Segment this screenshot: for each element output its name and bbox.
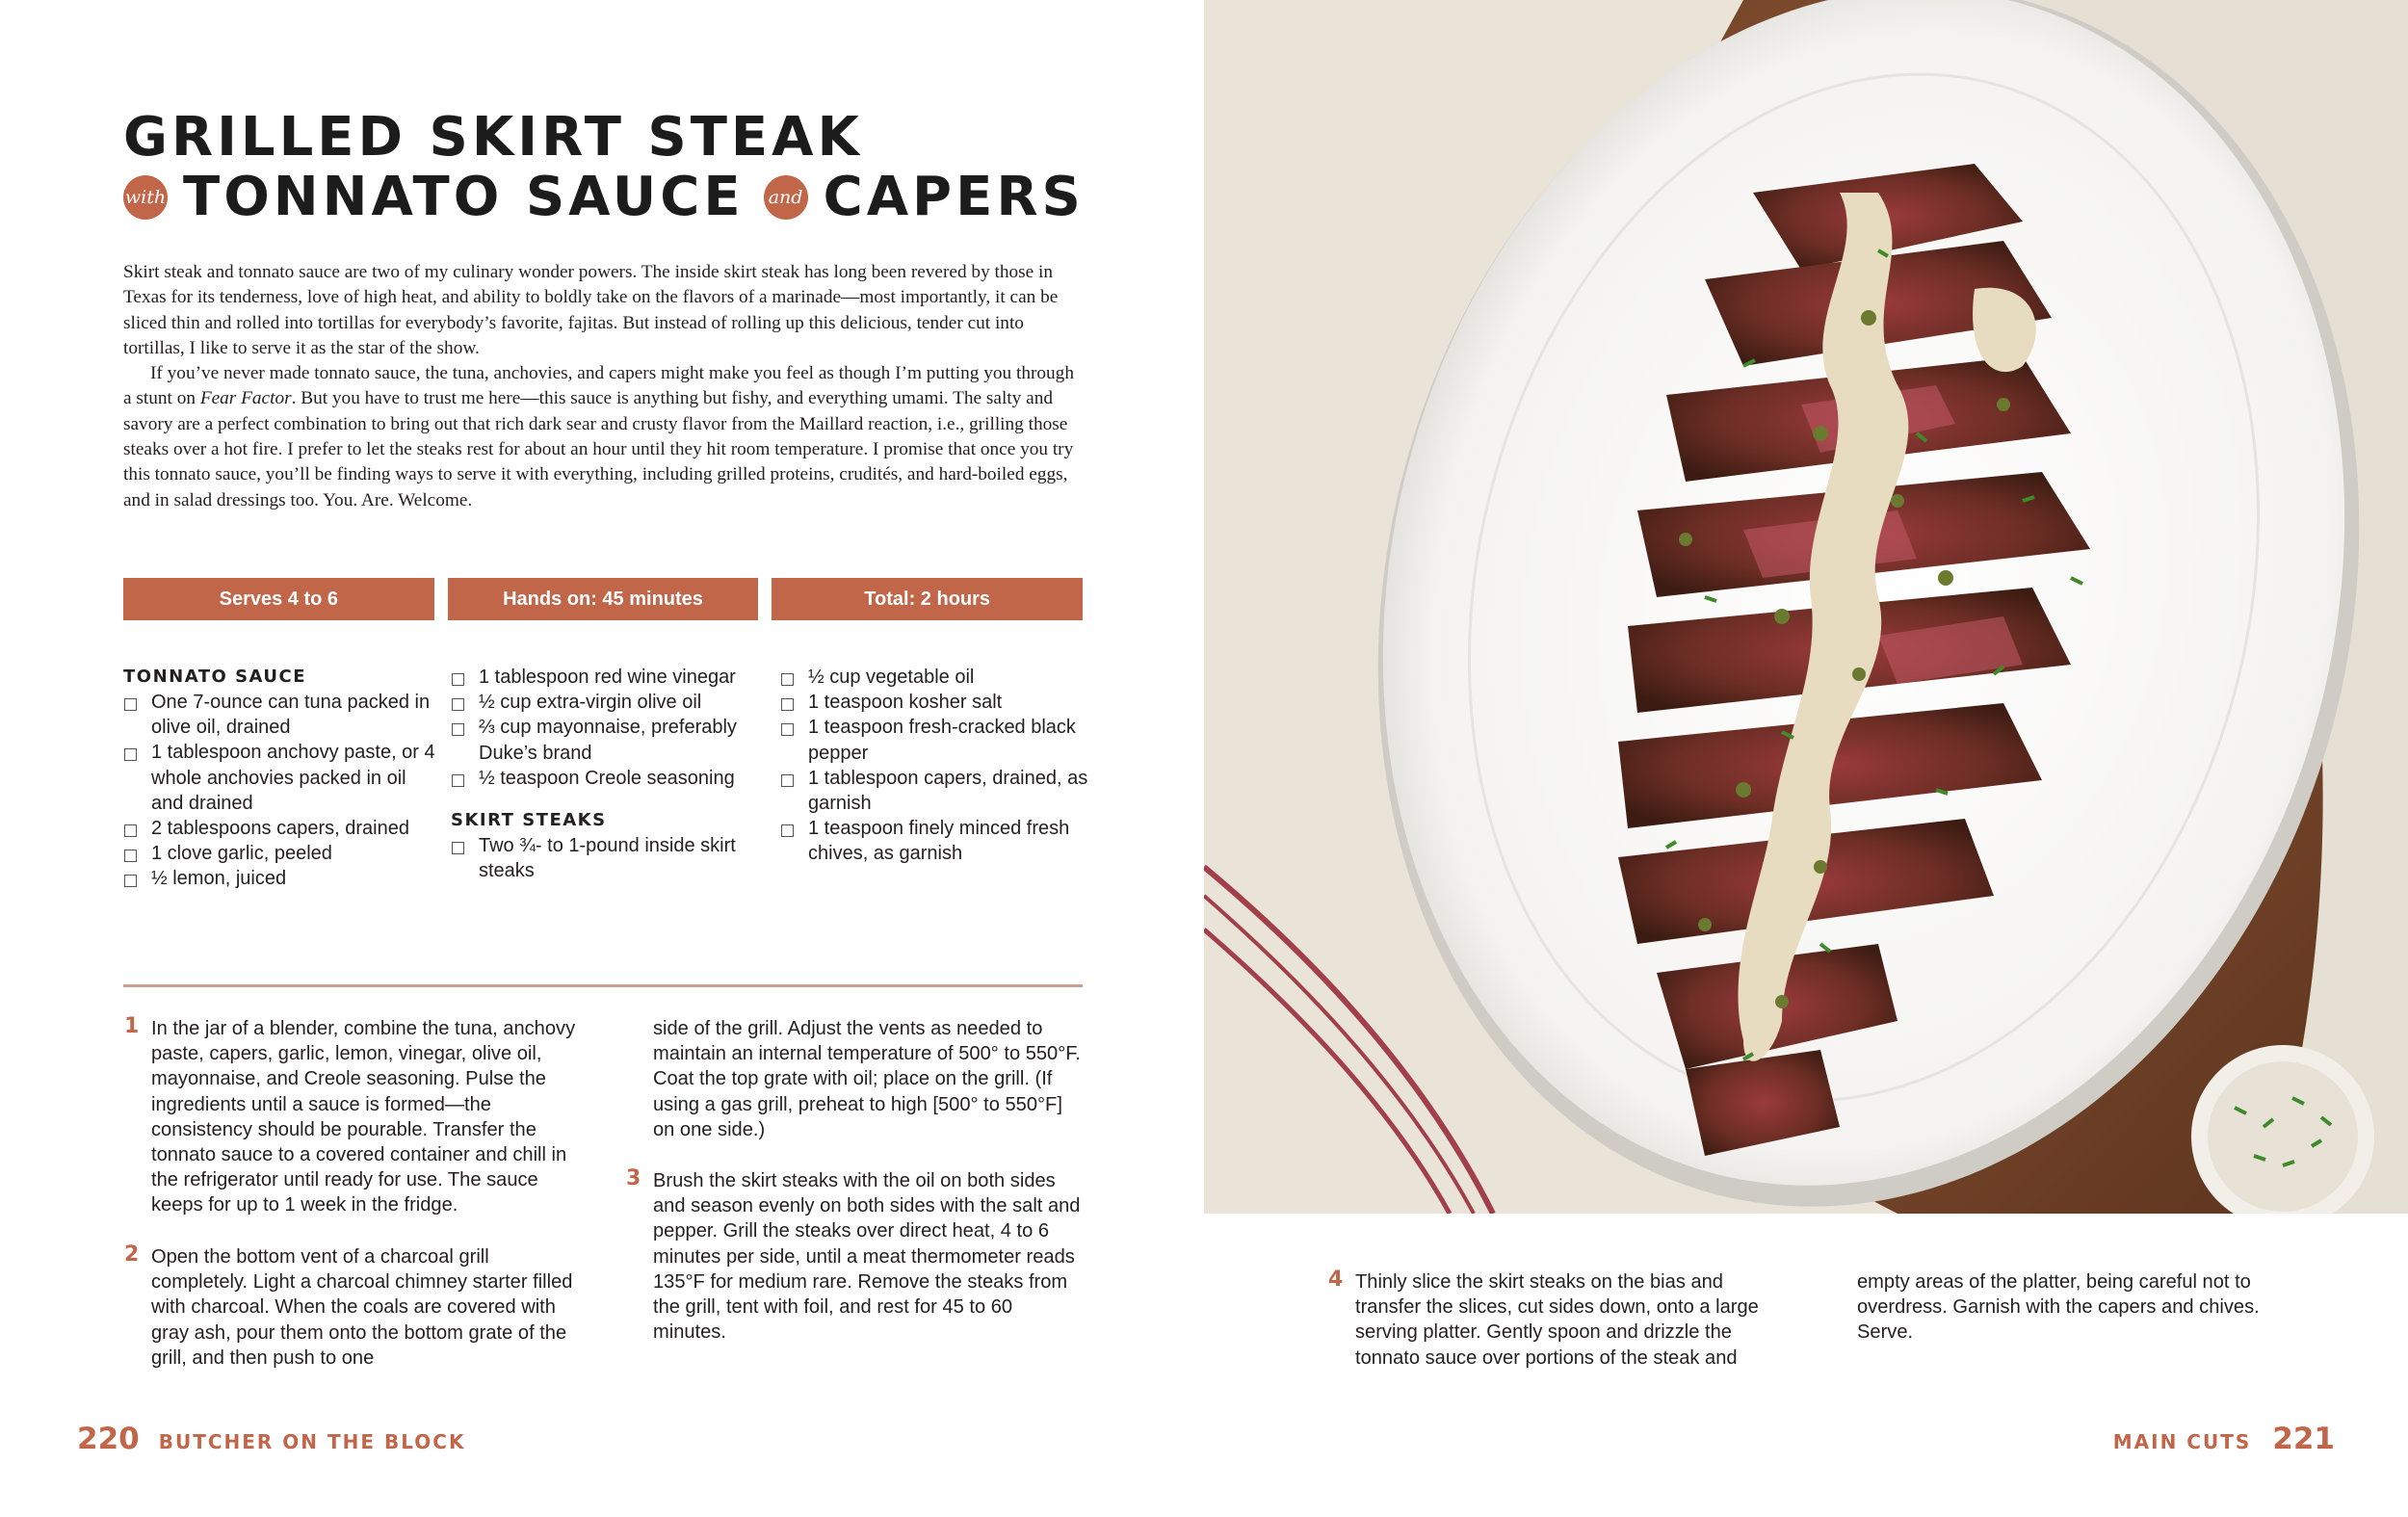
step-text: Thinly slice the skirt steaks on the bias and transfer the slices, cut sides down, onto a large serving platter. Gently spoon and drizzle the tonnato sauce over portions of the steak and bbox=[1355, 1271, 1759, 1369]
step-2-continued bbox=[653, 1016, 1086, 1142]
ingredient-item: ½ lemon, juiced bbox=[123, 866, 441, 891]
ingredient-item: Two ¾- to 1-pound inside skirt steaks bbox=[451, 833, 769, 883]
ingredients-column-3 bbox=[780, 665, 1098, 867]
section-divider bbox=[123, 984, 1083, 987]
step-2 bbox=[124, 1242, 585, 1371]
step-text: empty areas of the platter, being careful not to overdress. Garnish with the capers and chives. Serve. bbox=[1857, 1271, 2260, 1344]
title-part-tonnato: TONNATO SAUCE bbox=[183, 166, 745, 228]
servings-bar: Serves 4 to 6 bbox=[123, 578, 434, 620]
step-text: side of the grill. Adjust the vents as needed to maintain an internal temperature of 500° to 550°F. Coat the top grate with oil; place on the grill. (If using a gas grill, preheat to high [500° to 550°F] on one side.) bbox=[653, 1018, 1081, 1140]
show-title-italic: Fear Factor bbox=[199, 388, 292, 409]
intro-paragraph-2: If you’ve never made tonnato sauce, the tuna, anchovies, and capers might make you feel as though I’m putting you through a stunt on Fear Factor. But you have to trust me here—this sauce is anything but fishy, and everything umami. The salty and savory are a perfect combination to bring out that rich dark sear and crusty flavor from the Maillard reaction, i.e., grilling those steaks over a hot fire. I prefer to let the steaks rest for about an hour until they hit room temperature. I promise that once you try this tonnato sauce, you’ll be finding ways to serve it with everything, including grilled proteins, crudités, and hard-boiled eggs, and in salad dressings too. You. Are. Welcome. bbox=[123, 363, 1074, 510]
ingredient-item: 1 teaspoon finely minced fresh chives, as garnish bbox=[780, 816, 1098, 866]
section-running-head: MAIN CUTS bbox=[2112, 1430, 2252, 1453]
intro-text bbox=[123, 260, 1083, 513]
step-number: 3 bbox=[626, 1166, 641, 1190]
steak-platter-photo bbox=[1204, 0, 2408, 1214]
hands-on-time-bar: Hands on: 45 minutes bbox=[448, 578, 759, 620]
total-time-bar: Total: 2 hours bbox=[772, 578, 1083, 620]
ingredient-item: ½ cup vegetable oil bbox=[780, 665, 1098, 690]
ingredient-item: ⅔ cup mayonnaise, preferably Duke’s brand bbox=[451, 715, 769, 765]
ingredient-item: 1 teaspoon fresh-cracked black pepper bbox=[780, 715, 1098, 765]
title-line-2 bbox=[123, 168, 1086, 227]
ingredients-column-2 bbox=[451, 665, 769, 883]
ingredient-item: ½ teaspoon Creole seasoning bbox=[451, 766, 769, 791]
step-number: 4 bbox=[1328, 1268, 1344, 1292]
title-part-capers: CAPERS bbox=[823, 166, 1085, 228]
tonnato-sauce-heading: TONNATO SAUCE bbox=[123, 667, 307, 687]
ingredient-item: 1 clove garlic, peeled bbox=[123, 841, 441, 866]
step-number: 1 bbox=[124, 1014, 140, 1038]
step-4 bbox=[1328, 1268, 1789, 1371]
step-3 bbox=[626, 1166, 1086, 1345]
ingredients-column-1 bbox=[123, 665, 441, 892]
ingredient-item: 1 tablespoon red wine vinegar bbox=[451, 665, 769, 690]
skirt-steaks-heading: SKIRT STEAKS bbox=[451, 810, 607, 831]
right-page-footer bbox=[2113, 1422, 2335, 1456]
book-title-running-head: BUTCHER ON THE BLOCK bbox=[158, 1430, 466, 1453]
ingredient-item: One 7-ounce can tuna packed in olive oil, drained bbox=[123, 690, 441, 740]
title-line-1: GRILLED SKIRT STEAK bbox=[123, 106, 863, 169]
page-number-right: 221 bbox=[2272, 1422, 2335, 1456]
step-text: In the jar of a blender, combine the tuna, anchovy paste, capers, garlic, lemon, vinegar, olive oil, mayonnaise, and Creole seasoning. Pulse the ingredients until a sauce is formed—the consistency should be pourable. Transfer the tonnato sauce to a covered container and chill in the refrigerator until ready for use. The sauce keeps for up to 1 week in the fridge. bbox=[151, 1018, 576, 1216]
left-page-footer bbox=[77, 1422, 465, 1456]
ingredient-item: 1 teaspoon kosher salt bbox=[780, 690, 1098, 715]
ingredient-item: 1 tablespoon capers, drained, as garnish bbox=[780, 766, 1098, 816]
step-text: Open the bottom vent of a charcoal grill completely. Light a charcoal chimney starter filled with charcoal. When the coals are covered with gray ash, pour them onto the bottom grate of the grill, and then push to one bbox=[151, 1246, 573, 1369]
step-text: Brush the skirt steaks with the oil on both sides and season evenly on both sides with the salt and pepper. Grill the steaks over direct heat, 4 to 6 minutes per side, until a meat thermometer reads 135°F for medium rare. Remove the steaks from the grill, tent with foil, and rest for 45 to 60 minutes. bbox=[653, 1170, 1081, 1344]
title-connector-with: with bbox=[123, 175, 168, 220]
page-number-left: 220 bbox=[77, 1422, 140, 1456]
ingredient-item: 2 tablespoons capers, drained bbox=[123, 816, 441, 841]
recipe-title bbox=[123, 108, 1086, 227]
ingredient-item: 1 tablespoon anchovy paste, or 4 whole anchovies packed in oil and drained bbox=[123, 740, 441, 816]
title-connector-and: and bbox=[764, 175, 808, 220]
ingredient-item: ½ cup extra-virgin olive oil bbox=[451, 690, 769, 715]
intro-paragraph-1: Skirt steak and tonnato sauce are two of my culinary wonder powers. The inside skirt steak has long been revered by those in Texas for its tenderness, love of high heat, and ability to boldly take on the flavors of a marinade—most importantly, it can be sliced thin and rolled into tortillas for everybody’s favorite, fajitas. But instead of rolling up this delicious, tender cut into tortillas, I like to serve it as the star of the show. bbox=[123, 262, 1059, 358]
recipe-info-bars bbox=[123, 578, 1083, 620]
step-1 bbox=[124, 1014, 585, 1218]
step-4-continued bbox=[1857, 1269, 2300, 1346]
step-number: 2 bbox=[124, 1242, 140, 1267]
